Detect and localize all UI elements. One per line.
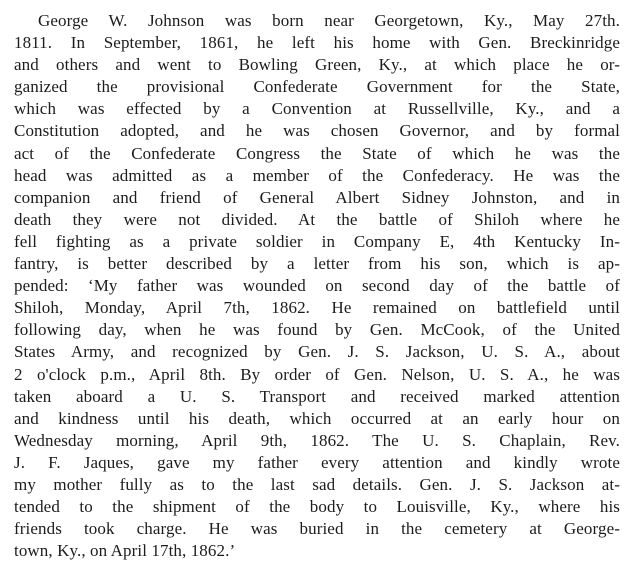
- text-line: taken aboard a U. S. Transport and received marked attention: [14, 386, 620, 406]
- text-line: town, Ky., on April 17th, 1862.’: [14, 541, 236, 561]
- text-line: Shiloh, Monday, April 7th, 1862. He remained on battlefield until: [14, 298, 620, 318]
- text-line: 1811. In September, 1861, he left his home with Gen. Breckinridge: [14, 33, 620, 53]
- document-page: [14, 10, 620, 562]
- text-line: George W. Johnson was born near Georgetown, Ky., May 27th.: [38, 11, 620, 30]
- biography-paragraph: [14, 10, 620, 562]
- text-line: act of the Confederate Congress the State of which he was the: [14, 143, 620, 163]
- text-line: and others and went to Bowling Green, Ky., at which place he or-: [14, 55, 620, 75]
- text-line: fell fighting as a private soldier in Company E, 4th Kentucky In-: [14, 231, 620, 251]
- text-line: following day, when he was found by Gen. McCook, of the United: [14, 320, 620, 340]
- text-line: head was admitted as a member of the Confederacy. He was the: [14, 165, 620, 185]
- text-line: and kindness until his death, which occurred at an early hour on: [14, 408, 620, 428]
- text-line: Wednesday morning, April 9th, 1862. The U. S. Chaplain, Rev.: [14, 430, 620, 450]
- text-line: tended to the shipment of the body to Louisville, Ky., where his: [14, 497, 620, 517]
- text-line: which was effected by a Convention at Russellville, Ky., and a: [14, 99, 620, 119]
- text-line: my mother fully as to the last sad details. Gen. J. S. Jackson at-: [14, 474, 620, 494]
- text-line: fantry, is better described by a letter from his son, which is ap-: [14, 254, 620, 274]
- text-line: death they were not divided. At the battle of Shiloh where he: [14, 209, 620, 229]
- text-line: J. F. Jaques, gave my father every attention and kindly wrote: [14, 452, 620, 472]
- text-line: 2 o'clock p.m., April 8th. By order of Gen. Nelson, U. S. A., he was: [14, 364, 620, 384]
- text-line: companion and friend of General Albert Sidney Johnston, and in: [14, 187, 620, 207]
- text-line: Constitution adopted, and he was chosen Governor, and by formal: [14, 121, 620, 141]
- text-line: ganized the provisional Confederate Government for the State,: [14, 77, 620, 97]
- text-line: friends took charge. He was buried in the cemetery at George-: [14, 519, 620, 539]
- text-line: States Army, and recognized by Gen. J. S. Jackson, U. S. A., about: [14, 342, 620, 362]
- text-line: pended: ‘My father was wounded on second day of the battle of: [14, 276, 620, 296]
